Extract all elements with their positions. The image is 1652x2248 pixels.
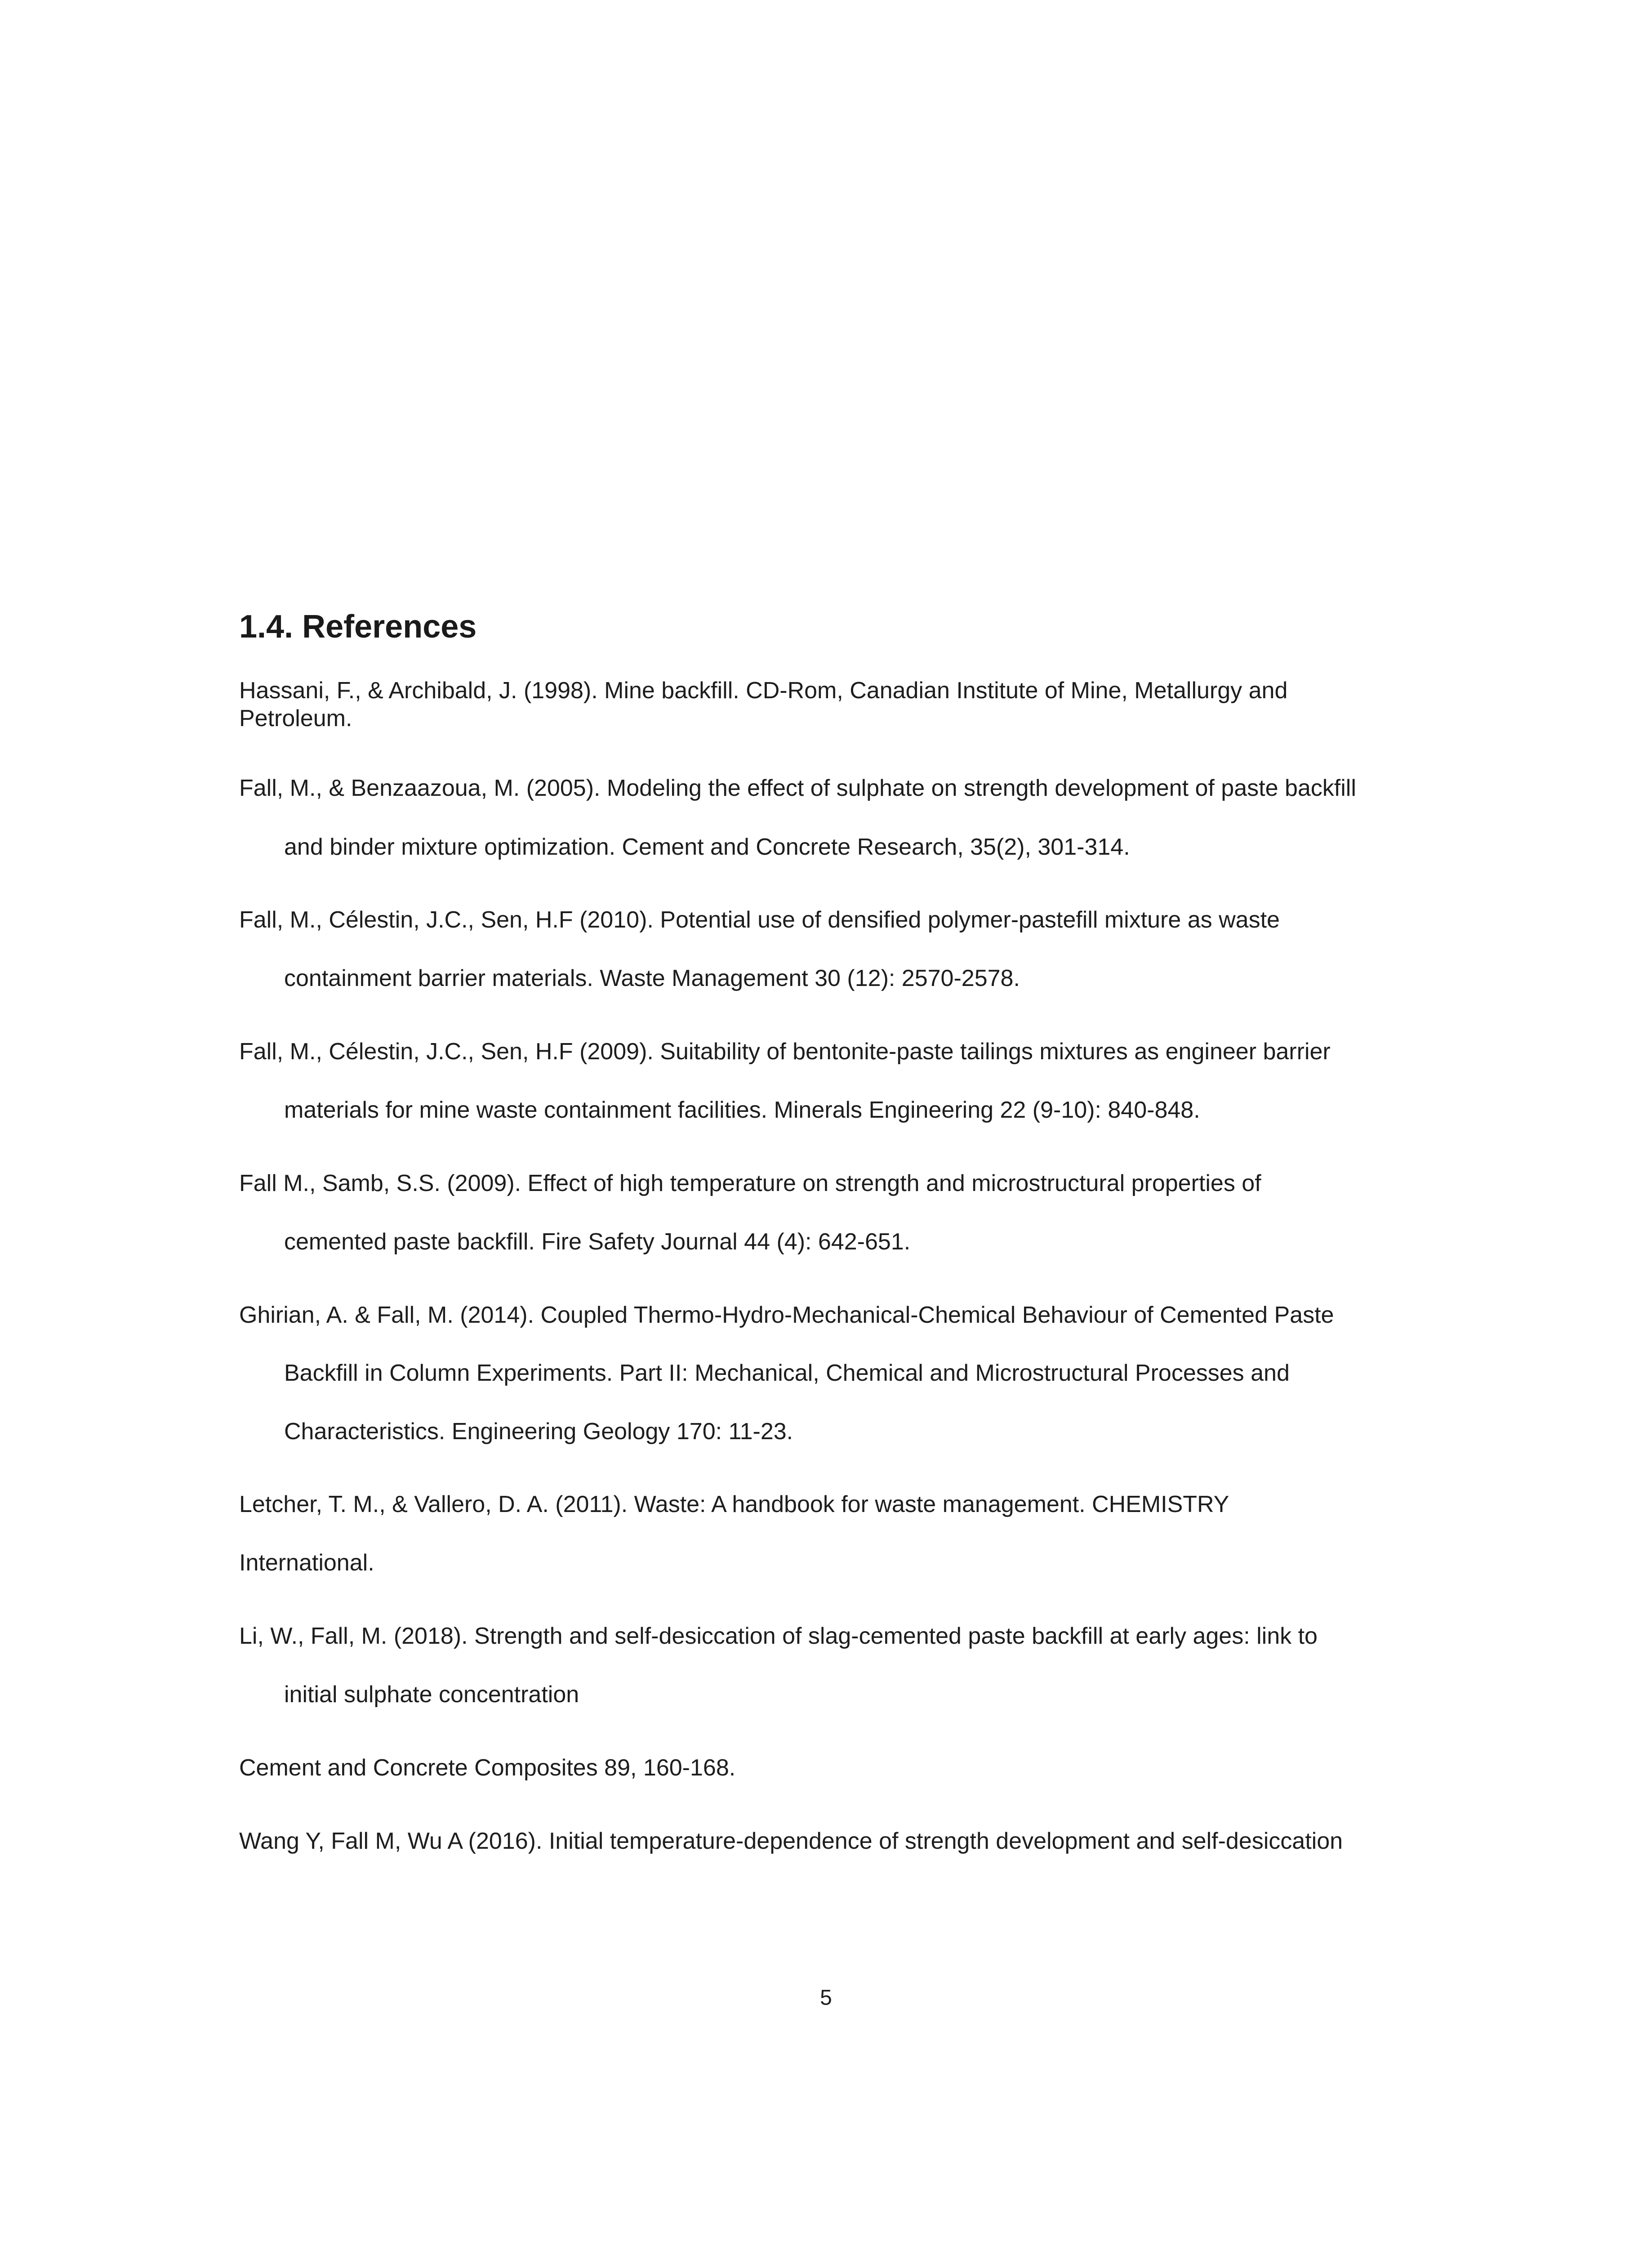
reference-line: and binder mixture optimization. Cement and Concrete Research, 35(2), 301-314. bbox=[284, 834, 1130, 860]
page-number: 5 bbox=[820, 1986, 832, 2010]
section-heading: 1.4. References bbox=[239, 609, 477, 645]
reference-line: Hassani, F., & Archibald, J. (1998). Mine backfill. CD-Rom, Canadian Institute of Mine, Metallurgy and bbox=[239, 678, 1288, 704]
reference-line: Ghirian, A. & Fall, M. (2014). Coupled Thermo-Hydro-Mechanical-Chemical Behaviour of Cemented Paste bbox=[239, 1302, 1334, 1328]
reference-line: Fall, M., Célestin, J.C., Sen, H.F (2010). Potential use of densified polymer-pastefill mixture as waste bbox=[239, 907, 1280, 933]
reference-line: Fall, M., Célestin, J.C., Sen, H.F (2009). Suitability of bentonite-paste tailings mixtures as engineer barrier bbox=[239, 1039, 1331, 1065]
reference-line: International. bbox=[239, 1550, 374, 1576]
reference-line: Letcher, T. M., & Vallero, D. A. (2011). Waste: A handbook for waste management. CHEMISTRY bbox=[239, 1491, 1229, 1517]
reference-line: Backfill in Column Experiments. Part II: Mechanical, Chemical and Microstructural Processes and bbox=[284, 1360, 1290, 1386]
reference-line: materials for mine waste containment facilities. Minerals Engineering 22 (9-10): 840-848. bbox=[284, 1097, 1200, 1123]
reference-line: Fall M., Samb, S.S. (2009). Effect of high temperature on strength and microstructural properties of bbox=[239, 1170, 1261, 1196]
reference-line: Cement and Concrete Composites 89, 160-168. bbox=[239, 1755, 736, 1781]
reference-line: Fall, M., & Benzaazoua, M. (2005). Modeling the effect of sulphate on strength development of paste backfill bbox=[239, 775, 1356, 801]
reference-line: Petroleum. bbox=[239, 705, 352, 731]
reference-line: Characteristics. Engineering Geology 170: 11-23. bbox=[284, 1418, 793, 1445]
reference-line: initial sulphate concentration bbox=[284, 1682, 579, 1708]
reference-line: Li, W., Fall, M. (2018). Strength and self-desiccation of slag-cemented paste backfill at early ages: link to bbox=[239, 1623, 1318, 1649]
reference-line: cemented paste backfill. Fire Safety Journal 44 (4): 642-651. bbox=[284, 1229, 911, 1255]
reference-line: containment barrier materials. Waste Management 30 (12): 2570-2578. bbox=[284, 965, 1020, 991]
reference-line: Wang Y, Fall M, Wu A (2016). Initial temperature-dependence of strength development and self-desiccation bbox=[239, 1828, 1343, 1854]
